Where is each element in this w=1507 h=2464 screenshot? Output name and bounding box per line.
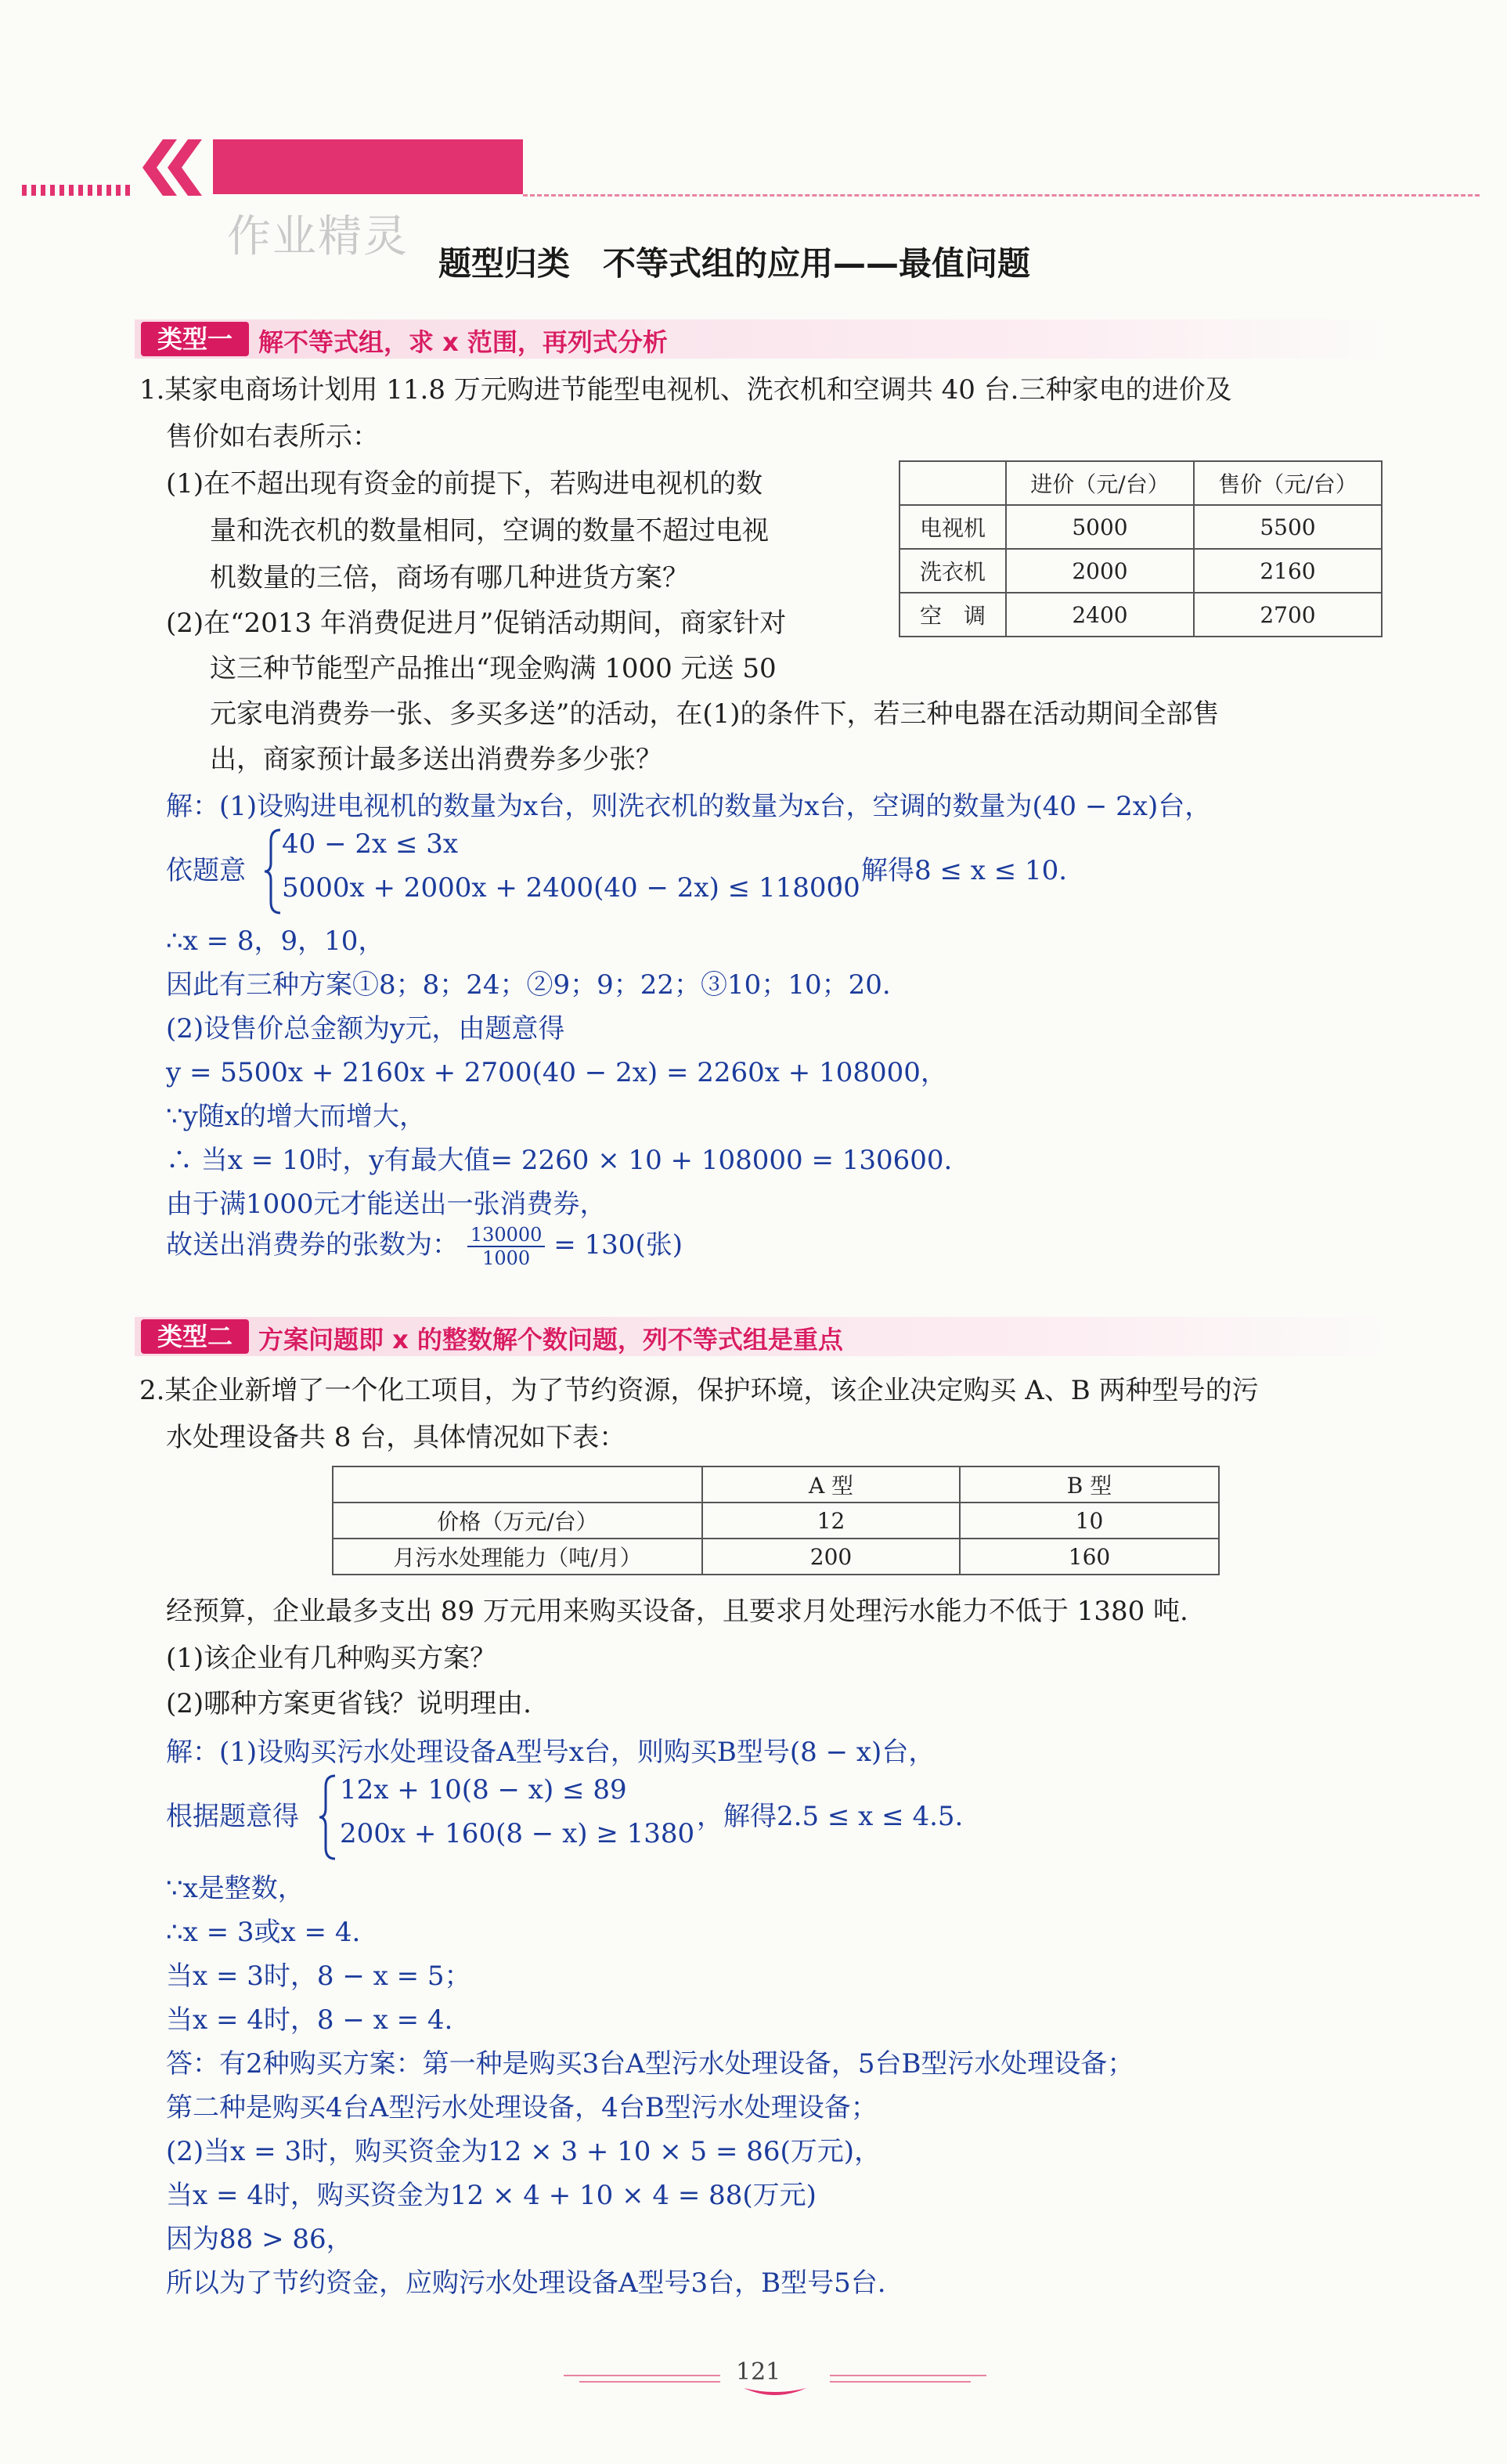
q2-line2: 水处理设备共 8 台，具体情况如下表： (166, 1422, 626, 1453)
section1-badge: 类型一 (141, 322, 249, 356)
sol2-line1: 解：(1)设购买污水处理设备A型号x台，则购买B型号(8 − x)台， (166, 1737, 936, 1768)
sol2-line6: 当x = 4时，8 − x = 4. (166, 2004, 453, 2036)
q2-line1: 2.某企业新增了一个化工项目，为了节约资源，保护环境，该企业决定购买 A、B 两种型号的污 (139, 1375, 1259, 1406)
sol2-ineq2: 200x + 160(8 − x) ≥ 1380 (340, 1818, 695, 1849)
sol1-line8: ∴ 当x = 10时，y有最大值= 2260 × 10 + 108000 = 130600. (166, 1145, 953, 1176)
q1-table-header-empty (900, 461, 1006, 505)
q1-table-cell: 2700 (1194, 593, 1382, 637)
sol2-line5: 当x = 3时，8 − x = 5； (166, 1961, 471, 1992)
q1-line1: 1.某家电商场计划用 11.8 万元购进节能型电视机、洗衣机和空调共 40 台.三种家电的进价及 (139, 374, 1232, 406)
sol1-ineq1: 40 − 2x ≤ 3x (282, 828, 459, 860)
sol1-line10-prefix: 故送出消费券的张数为： (166, 1229, 459, 1261)
q1-line2: 售价如右表所示： (166, 421, 379, 453)
sol2-ineq1: 12x + 10(8 − x) ≤ 89 (340, 1774, 627, 1806)
q1-table-cell: 电视机 (900, 505, 1006, 549)
sol1-fraction (467, 1224, 546, 1269)
page-title: 题型归类 不等式组的应用——最值问题 (438, 244, 1031, 283)
sol1-line3: ∴x = 8，9，10， (166, 925, 385, 957)
q2-table-cell: 10 (960, 1503, 1219, 1539)
q1-table-cell: 2000 (1006, 549, 1194, 593)
sol1-ineq2: 5000x + 2000x + 2400(40 − 2x) ≤ 118000 (282, 872, 860, 904)
q1-table-cell: 5500 (1194, 505, 1382, 549)
q2-table-header-a: A 型 (702, 1466, 960, 1503)
sol1-fraction-denominator: 1000 (482, 1247, 531, 1269)
sol1-line10-suffix: = 130(张) (553, 1229, 683, 1261)
q1-part2-line4: 出，商家预计最多送出消费券多少张？ (210, 744, 662, 775)
header-pink-bar (213, 139, 523, 194)
sol1-line7: ∵y随x的增大而增大， (166, 1101, 427, 1132)
sol1-line9: 由于满1000元才能送出一张消费券， (166, 1189, 607, 1220)
section2-badge: 类型二 (141, 1319, 249, 1354)
watermark: 作业精灵 (227, 211, 409, 262)
q2-table-cell: 160 (960, 1539, 1219, 1575)
q2-table-cell: 12 (702, 1503, 960, 1539)
sol1-line6: y = 5500x + 2160x + 2700(40 − 2x) = 2260x + 108000， (166, 1057, 947, 1088)
q2-table-cell: 价格（万元/台） (333, 1503, 702, 1539)
q2-table-header-b: B 型 (960, 1466, 1219, 1503)
q2-equipment-table (332, 1466, 1220, 1575)
sol2-line9: (2)当x = 3时，购买资金为12 × 3 + 10 × 5 = 86(万元)， (166, 2136, 881, 2167)
sol1-system-label: 依题意 (166, 855, 246, 886)
q2-table-cell: 200 (702, 1539, 960, 1575)
sol1-line4: 因此有三种方案①8；8；24；②9；9；22；③10；10；20. (166, 969, 891, 1001)
q1-part2-line2: 这三种节能型产品推出“现金购满 1000 元送 50 (210, 653, 777, 684)
sol2-line8: 第二种是购买4台A型污水处理设备，4台B型污水处理设备； (166, 2092, 878, 2123)
q1-table-cell: 洗衣机 (900, 549, 1006, 593)
q1-table-header-sale: 售价（元/台） (1194, 461, 1382, 505)
q1-part2-line1: (2)在“2013 年消费促进月”促销活动期间，商家针对 (166, 608, 787, 639)
q1-part2-line3: 元家电消费券一张、多买多送”的活动，在(1)的条件下，若三种电器在活动期间全部售 (210, 698, 1220, 730)
q2-table-header-empty (333, 1466, 702, 1503)
section2-title: 方案问题即 x 的整数解个数问题，列不等式组是重点 (258, 1325, 843, 1355)
sol2-line4: ∴x = 3或x = 4. (166, 1917, 361, 1948)
sol2-line3: ∵x是整数， (166, 1873, 305, 1904)
sol2-system-result: ，解得2.5 ≤ x ≤ 4.5. (697, 1801, 964, 1832)
q1-part1-line1: (1)在不超出现有资金的前提下，若购进电视机的数 (166, 468, 763, 500)
q1-table-cell: 5000 (1006, 505, 1194, 549)
q1-part1-line2: 量和洗衣机的数量相同，空调的数量不超过电视 (210, 515, 769, 547)
q2-part1: (1)该企业有几种购买方案？ (166, 1643, 497, 1674)
q2-part2: (2)哪种方案更省钱？说明理由. (166, 1688, 532, 1719)
q1-price-table (899, 460, 1383, 637)
section1-title: 解不等式组，求 x 范围，再列式分析 (258, 327, 668, 357)
sol2-line7: 答：有2种购买方案：第一种是购买3台A型污水处理设备，5台B型污水处理设备； (166, 2048, 1134, 2080)
sol2-line10: 当x = 4时，购买资金为12 × 4 + 10 × 4 = 88(万元) (166, 2180, 817, 2211)
sol2-system-label: 根据题意得 (166, 1801, 299, 1832)
page-number: 121 (736, 2358, 781, 2386)
sol2-line11: 因为88 > 86， (166, 2224, 353, 2255)
sol1-fraction-numerator: 130000 (467, 1224, 546, 1247)
q1-table-header-cost: 进价（元/台） (1006, 461, 1194, 505)
sol1-brace-icon (263, 828, 282, 915)
sol1-system-result: ，解得8 ≤ x ≤ 10. (835, 855, 1068, 886)
header-chevrons-icon (139, 139, 215, 196)
sol1-line5: (2)设售价总金额为y元，由题意得 (166, 1013, 565, 1044)
q1-table-cell: 2160 (1194, 549, 1382, 593)
q2-table-cell: 月污水处理能力（吨/月） (333, 1539, 702, 1575)
sol2-line12: 所以为了节约资金，应购污水处理设备A型号3台，B型号5台. (166, 2267, 886, 2299)
q1-table-cell: 2400 (1006, 593, 1194, 637)
header-stripes (22, 182, 139, 197)
q1-table-cell: 空 调 (900, 593, 1006, 637)
q1-part1-line3: 机数量的三倍，商场有哪几种进货方案？ (210, 562, 689, 593)
header-dashed-divider (523, 194, 1480, 197)
q2-line3: 经预算，企业最多支出 89 万元用来购买设备，且要求月处理污水能力不低于 1380 吨. (166, 1596, 1188, 1627)
sol1-line10 (166, 1223, 683, 1269)
sol1-line1: 解：(1)设购进电视机的数量为x台，则洗衣机的数量为x台，空调的数量为(40 − 2x)台， (166, 791, 1212, 822)
sol2-brace-icon (318, 1774, 337, 1860)
